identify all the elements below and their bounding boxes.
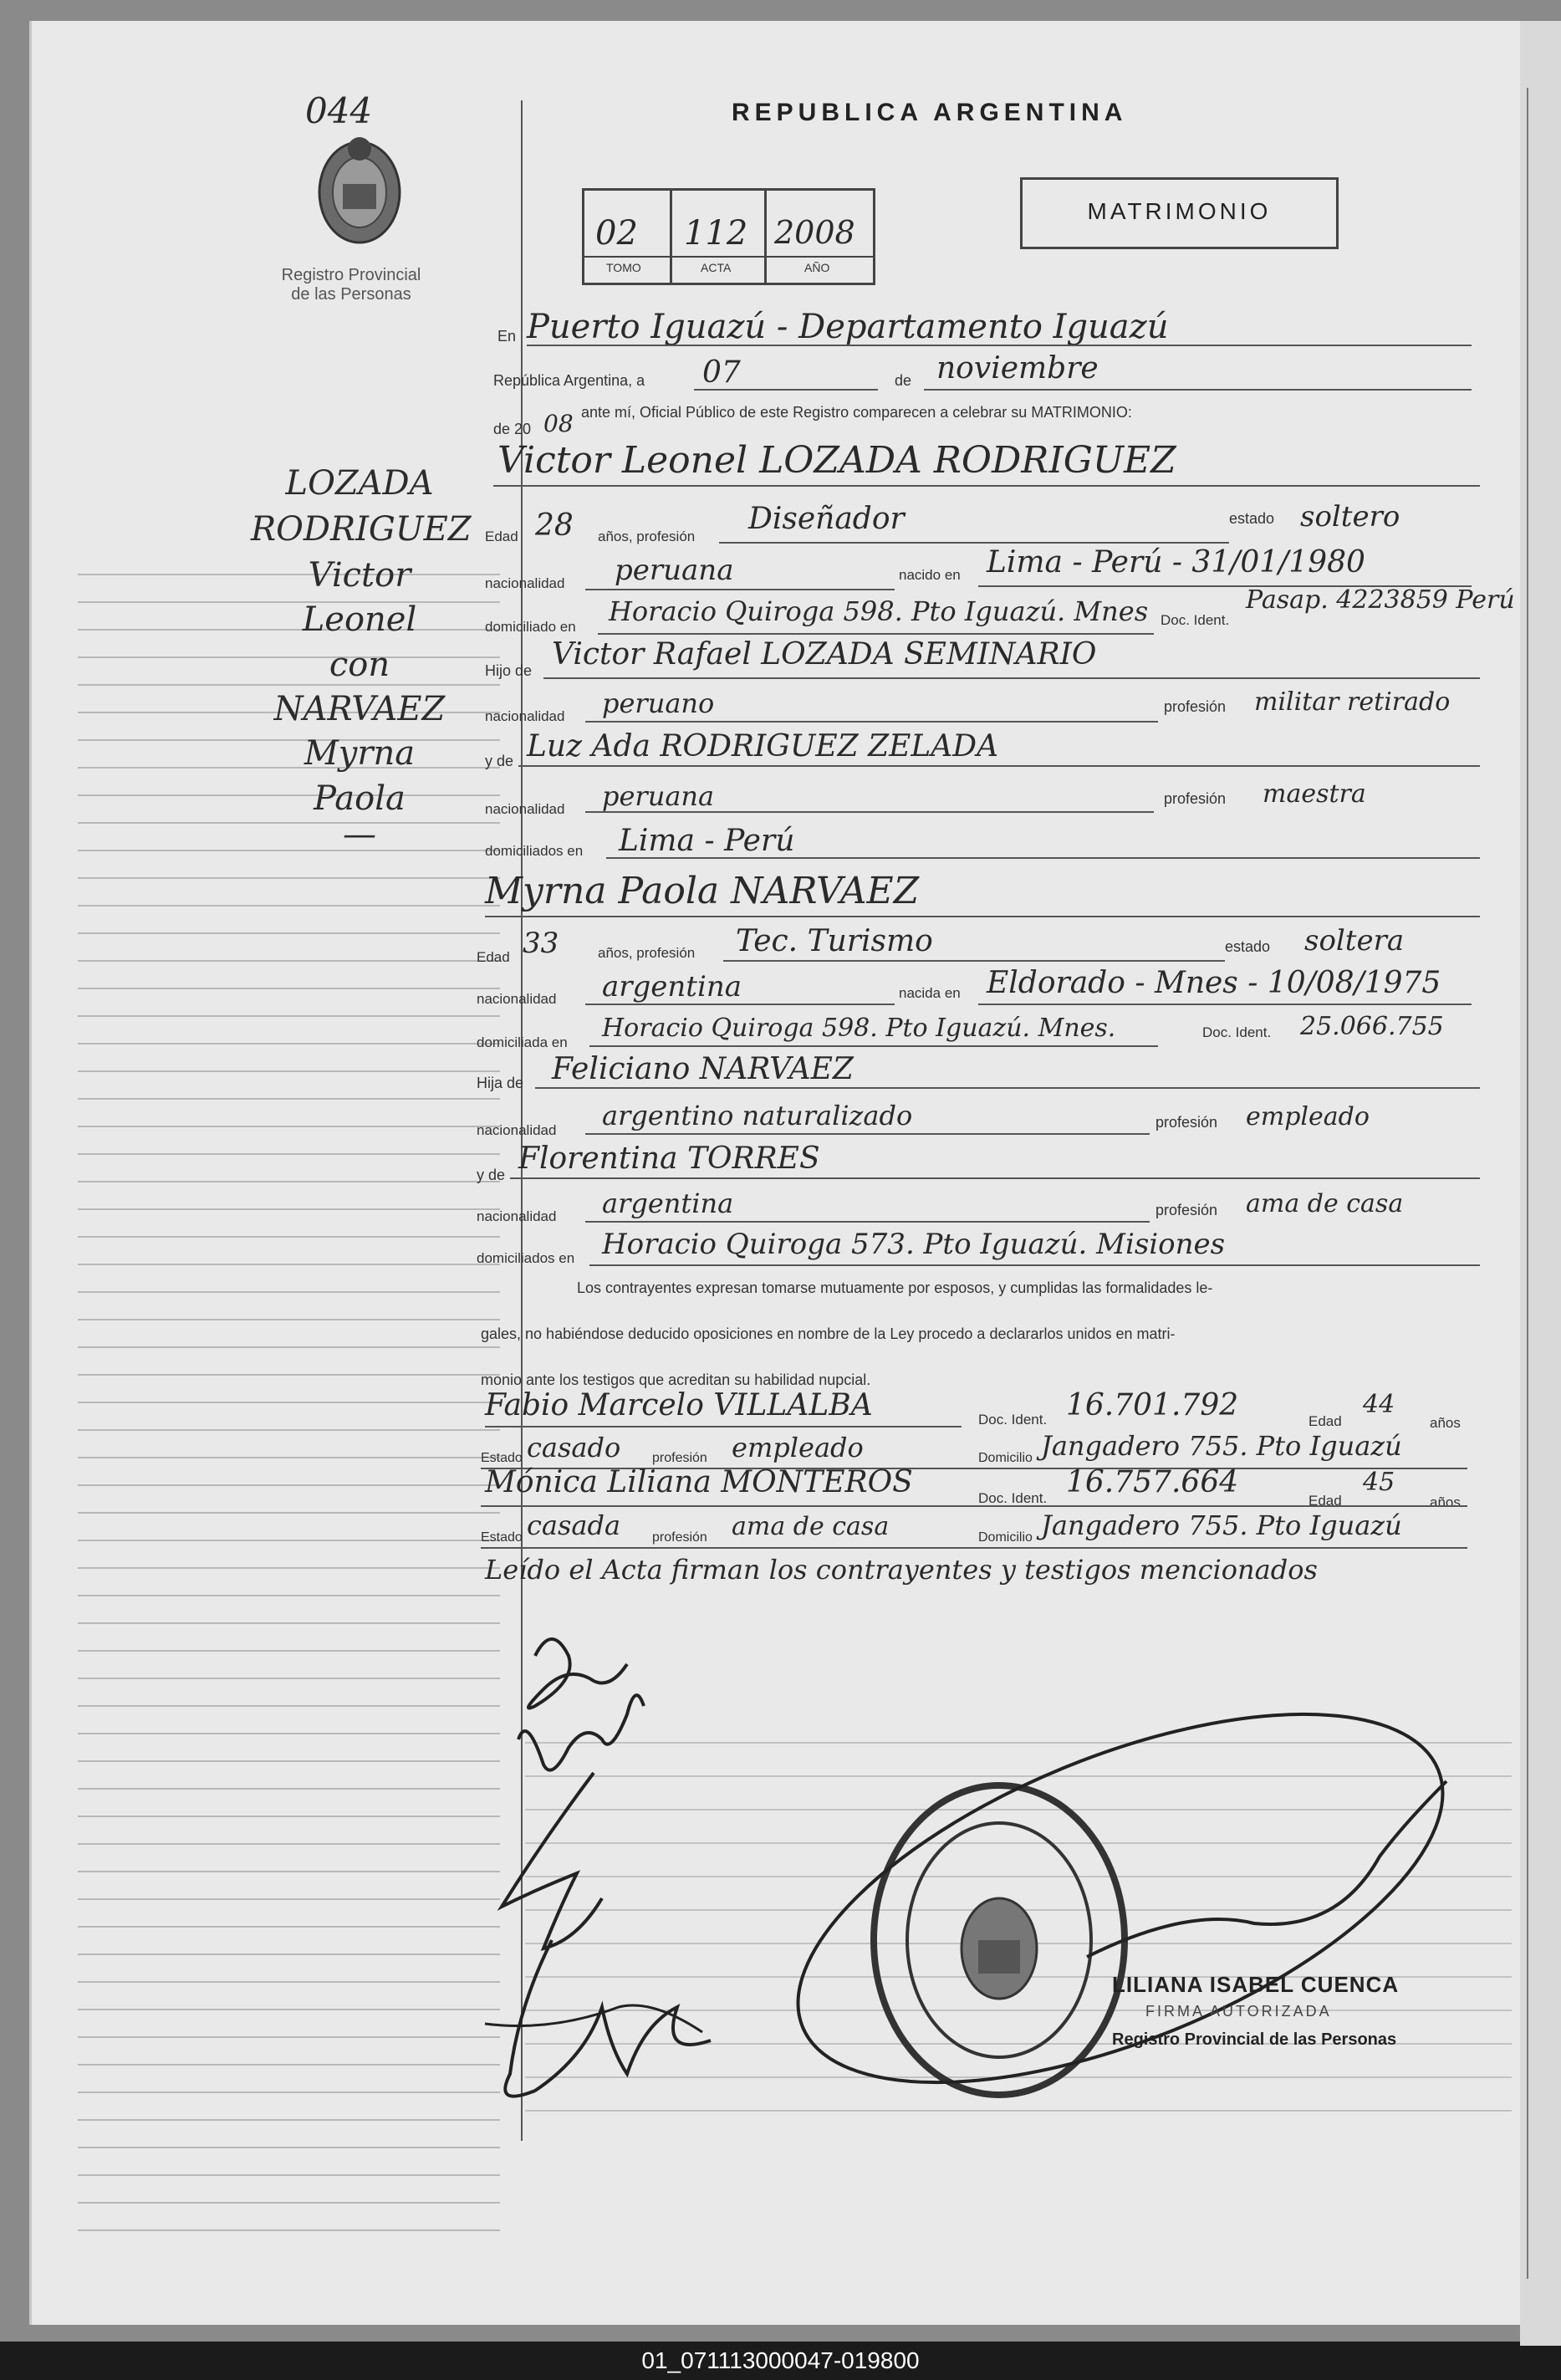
label: Doc. Ident. [1202,1024,1272,1040]
label: Edad [485,529,518,544]
label: nacionalidad [477,1208,557,1224]
field-line [543,677,1480,679]
witness-name: Fabio Marcelo VILLALBA [485,1388,873,1422]
label: estado [1229,510,1275,527]
witness-profession: empleado [732,1432,864,1463]
groom-father-nat: peruano [602,687,715,719]
groom-age: 28 [535,508,574,543]
closing-statement: Leído el Acta firman los contrayentes y testigos mencionados [485,1554,1318,1586]
declaration-line: monio ante los testigos que acreditan su habilidad nupcial. [481,1371,871,1388]
declaration-line: gales, no habiéndose deducido oposiciones en nombre de la Ley procedo a declararlos unidos en matri- [481,1325,1176,1342]
field-line [518,765,1480,767]
label: Doc. Ident. [978,1412,1048,1427]
field-line [585,721,1158,723]
anio-value: 2008 [774,214,855,251]
country-heading: REPUBLICA ARGENTINA [732,99,1128,126]
groom-doc: Pasap. 4223859 Perú [1246,585,1515,615]
bride-mother-nat: argentina [602,1187,734,1219]
label: años [1430,1415,1461,1431]
field-line [606,857,1480,859]
official-registry: Registro Provincial de las Personas [1112,2030,1397,2049]
groom-birthplace: Lima - Perú - 31/01/1980 [987,545,1365,580]
label: profesión [1164,698,1227,715]
witness-profession: ama de casa [732,1512,890,1541]
groom-nationality: peruana [615,554,734,587]
groom-status: soltero [1300,500,1400,534]
margin-line: RODRIGUEZ [251,510,472,549]
field-line [723,960,1225,962]
bride-father: Feliciano NARVAEZ [552,1052,854,1086]
label: y de [485,753,514,769]
groom-mother-nat: peruana [602,780,715,812]
margin-line: — [343,815,376,854]
bride-mother: Florentina TORRES [518,1141,820,1176]
margin-line: con [329,646,390,684]
margin-line: LOZADA [285,464,434,503]
bride-nationality: argentina [602,970,742,1004]
bride-name: Myrna Paola NARVAEZ [485,870,920,912]
signatures-scribble [468,1606,736,2224]
label: domiciliado en [485,619,576,635]
acta-value: 112 [684,214,748,253]
label: nacionalidad [485,575,565,591]
field-line [585,1133,1150,1135]
bride-doc: 25.066.755 [1300,1012,1444,1041]
bride-profession: Tec. Turismo [736,924,933,958]
margin-line: Victor [308,556,411,595]
field-line [485,916,1480,917]
label: domiciliada en [477,1034,568,1050]
label: años, profesión [598,945,696,961]
label: Estado [481,1451,523,1465]
de-label: de [895,372,912,389]
groom-name: Victor Leonel LOZADA RODRIGUEZ [497,439,1176,482]
label: nacido en [899,567,961,583]
label: nacionalidad [485,708,565,724]
tomo-value: 02 [595,214,638,253]
official-name: LILIANA ISABEL CUENCA [1112,1972,1400,1997]
groom-parents-address: Lima - Perú [619,824,795,858]
witness-age: 44 [1363,1390,1395,1419]
year-prefix: de 20 [493,421,532,437]
field-line [585,1004,895,1005]
field-line [535,1087,1480,1089]
box-divider [584,256,873,258]
field-line [493,485,1480,487]
witness-address: Jangadero 755. Pto Iguazú [1041,1509,1402,1541]
official-role: FIRMA AUTORIZADA [1145,2003,1332,2020]
bride-address: Horacio Quiroga 598. Pto Iguazú. Mnes. [602,1014,1116,1043]
label: años, profesión [598,529,696,544]
label: estado [1225,938,1271,955]
label: profesión [1155,1114,1218,1131]
witness-status: casado [527,1432,621,1463]
intro-text: ante mí, Oficial Público de este Registro comparecen a celebrar su MATRIMONIO: [581,404,1132,421]
label: nacionalidad [477,1122,557,1138]
box-divider [670,188,672,283]
margin-line: NARVAEZ [273,690,446,728]
bride-age: 33 [523,927,559,960]
label: Hijo de [485,662,533,679]
field-line [485,1426,962,1427]
field-line [585,811,1154,813]
label: Edad [477,949,510,965]
field-line [598,633,1154,635]
label: profesión [652,1530,707,1545]
witness-doc: 16.701.792 [1066,1388,1239,1422]
label: Domicilio [978,1451,1033,1465]
day-value: 07 [702,355,741,390]
file-id: 01_071113000047-019800 [641,2347,920,2373]
label: Edad [1308,1413,1342,1429]
label: Domicilio [978,1530,1033,1545]
field-line [510,1177,1480,1179]
field-line [585,1221,1150,1223]
label: nacida en [899,985,961,1001]
groom-profession: Diseñador [748,502,905,536]
margin-line: Leonel [302,600,417,639]
groom-father: Victor Rafael LOZADA SEMINARIO [552,637,1097,672]
field-line [924,389,1472,391]
bride-birthplace: Eldorado - Mnes - 10/08/1975 [987,966,1441,1000]
field-line [481,1547,1467,1549]
label: Edad [1308,1493,1342,1509]
field-line [589,1264,1480,1266]
bride-father-prof: empleado [1246,1102,1370,1131]
label: Hija de [477,1075,524,1091]
label: Doc. Ident. [978,1490,1048,1506]
field-line [719,542,1229,544]
label: años [1430,1494,1461,1510]
groom-mother: Luz Ada RODRIGUEZ ZELADA [527,729,999,764]
box-divider [764,188,767,283]
field-line [978,1004,1472,1005]
label: Estado [481,1530,523,1545]
label: Doc. Ident. [1161,612,1230,628]
label: domiciliados en [477,1250,575,1266]
margin-line: Paola [314,779,406,818]
bride-parents-address: Horacio Quiroga 573. Pto Iguazú. Misiones [602,1228,1226,1261]
year-value: 08 [543,410,574,437]
field-line [481,1505,1467,1507]
groom-mother-prof: maestra [1263,779,1366,809]
act-type: MATRIMONIO [1087,198,1272,224]
field-line [694,389,878,391]
registry-name: Registro Provincial de las Personas [281,266,421,304]
field-line [585,589,895,590]
witness-age: 45 [1363,1468,1395,1497]
witness-address: Jangadero 755. Pto Iguazú [1041,1430,1402,1462]
tomo-label: TOMO [606,261,641,274]
label: y de [477,1167,506,1183]
acta-label: ACTA [701,261,732,274]
month-value: noviembre [936,351,1099,386]
place-value: Puerto Iguazú - Departamento Iguazú [527,308,1169,346]
label: nacionalidad [485,801,565,817]
coat-of-arms-icon [309,125,410,251]
field-line [527,345,1472,346]
witness-name: Mónica Liliana MONTEROS [485,1465,913,1499]
label: profesión [1155,1202,1218,1218]
republica-label: República Argentina, a [493,372,645,389]
groom-address: Horacio Quiroga 598. Pto Iguazú. Mnes [609,595,1149,627]
bride-status: soltera [1304,924,1405,958]
margin-line: Myrna [304,734,416,773]
label: profesión [1164,790,1227,807]
label: nacionalidad [477,991,557,1007]
declaration-line: Los contrayentes expresan tomarse mutuamente por esposos, y cumplidas las formalidades le- [577,1279,1213,1296]
folio-number: 044 [305,90,373,131]
bride-mother-prof: ama de casa [1246,1189,1404,1218]
right-border [1527,88,1528,2279]
witness-doc: 16.757.664 [1066,1465,1239,1499]
field-line [589,1045,1158,1047]
label: domiciliados en [485,843,584,859]
bride-father-nat: argentino naturalizado [602,1100,913,1131]
witness-status: casada [527,1509,621,1541]
en-label: En [497,328,517,345]
label: profesión [652,1451,707,1465]
anio-label: AÑO [804,261,830,274]
groom-father-prof: militar retirado [1254,687,1451,717]
